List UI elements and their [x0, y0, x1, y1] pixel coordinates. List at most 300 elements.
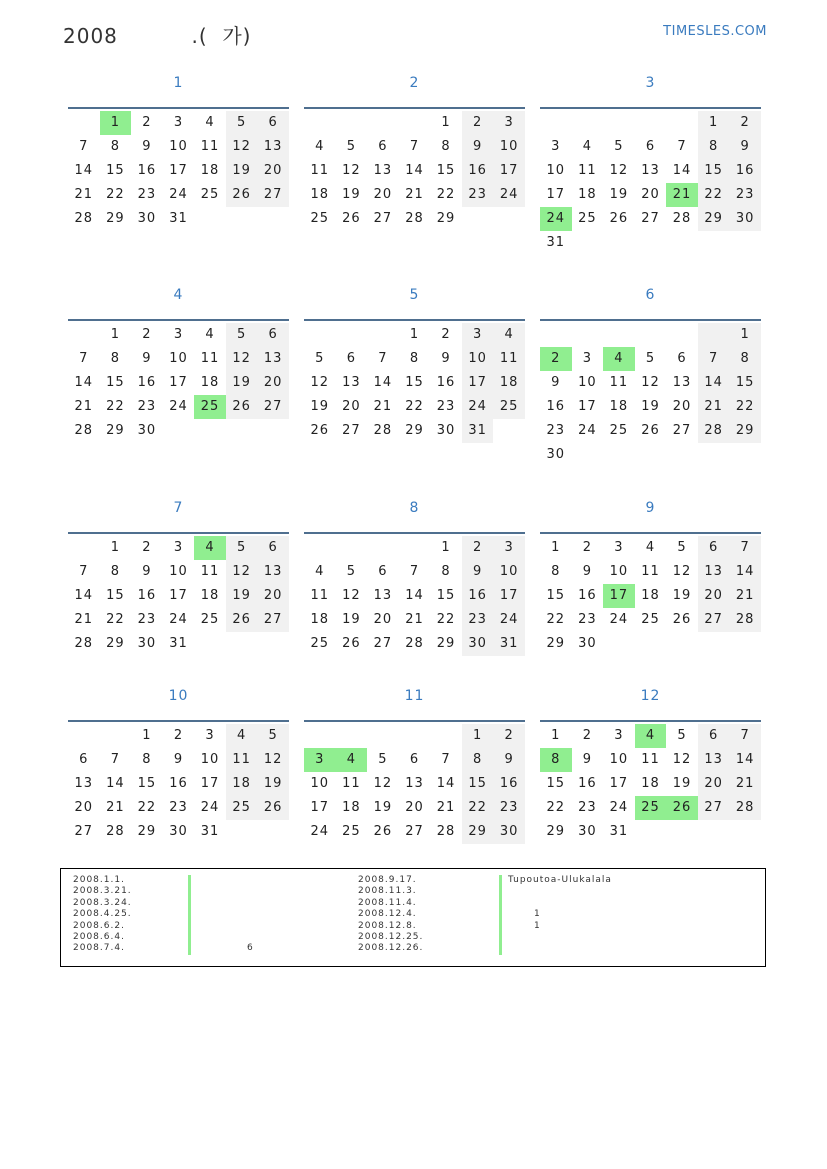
day-cell: 23	[546, 423, 566, 438]
day-cell: 1	[441, 115, 451, 130]
day-cell: 31	[462, 419, 494, 443]
day-cell: 2	[173, 728, 184, 743]
day-cell: 7	[409, 564, 420, 579]
day-cell: 11	[641, 564, 660, 579]
site-link[interactable]: TIMESLES.COM	[663, 24, 767, 39]
holiday-list-right	[358, 875, 612, 955]
holiday-row	[73, 943, 254, 954]
day-cell: 29	[729, 419, 761, 443]
day-cell: 6	[378, 564, 388, 579]
day-cell: 17	[609, 776, 629, 791]
day-cell: 29	[698, 207, 730, 231]
day-cell: 4	[315, 139, 325, 154]
day-cell: 17	[200, 776, 220, 791]
day-cell: 5	[378, 752, 388, 767]
day-cell: 19	[310, 399, 330, 414]
day-cell: 6	[257, 536, 289, 560]
day-cell: 16	[546, 399, 566, 414]
day-cell: 24	[609, 612, 629, 627]
day-cell: 8	[441, 564, 451, 579]
day-cell: 27	[342, 423, 361, 438]
empty-day-cell	[399, 536, 431, 560]
holiday-row	[73, 909, 132, 920]
month-days	[304, 724, 525, 844]
month-calendar	[68, 686, 289, 844]
day-cell: 20	[698, 584, 730, 608]
day-cell: 11	[310, 163, 330, 178]
day-cell: 11	[342, 776, 361, 791]
day-cell: 15	[729, 371, 761, 395]
month-title: 8	[409, 500, 420, 516]
day-cell: 21	[74, 399, 94, 414]
day-cell: 18	[578, 187, 597, 202]
day-cell: 25	[609, 423, 629, 438]
holiday-day-cell: 1	[100, 111, 132, 135]
day-cell: 7	[79, 351, 89, 366]
day-cell: 16	[462, 159, 494, 183]
day-cell: 19	[342, 612, 361, 627]
day-cell: 28	[373, 423, 393, 438]
day-cell: 17	[169, 588, 188, 603]
empty-day-cell	[336, 323, 368, 347]
day-cell: 27	[373, 211, 393, 226]
month-divider	[304, 107, 525, 109]
day-cell: 18	[226, 772, 258, 796]
day-cell: 24	[169, 612, 188, 627]
day-cell: 8	[729, 347, 761, 371]
day-cell: 28	[74, 636, 94, 651]
day-cell: 10	[169, 351, 188, 366]
day-cell: 16	[578, 776, 597, 791]
day-cell: 1	[551, 728, 561, 743]
day-cell: 23	[462, 183, 494, 207]
day-cell: 11	[578, 163, 597, 178]
holiday-marker	[499, 921, 502, 932]
day-cell: 27	[698, 608, 730, 632]
month-days	[540, 323, 761, 467]
day-cell: 13	[373, 588, 393, 603]
day-cell: 9	[582, 752, 592, 767]
holiday-note: 6	[247, 943, 254, 954]
day-cell: 13	[641, 163, 660, 178]
day-cell: 10	[493, 135, 525, 159]
empty-day-cell	[430, 724, 462, 748]
day-cell: 14	[436, 776, 456, 791]
day-cell: 14	[698, 371, 730, 395]
day-cell: 2	[441, 327, 451, 342]
empty-day-cell	[603, 323, 635, 347]
day-cell: 6	[378, 139, 388, 154]
day-cell: 10	[493, 560, 525, 584]
day-cell: 25	[578, 211, 597, 226]
day-cell: 6	[346, 351, 356, 366]
empty-day-cell	[540, 111, 572, 135]
holiday-row	[73, 886, 132, 897]
day-cell: 11	[609, 375, 629, 390]
day-cell: 27	[373, 636, 393, 651]
day-cell: 30	[462, 632, 494, 656]
day-cell: 7	[409, 139, 420, 154]
day-cell: 18	[493, 371, 525, 395]
day-cell: 20	[257, 584, 289, 608]
day-cell: 23	[137, 612, 157, 627]
day-cell: 10	[546, 163, 566, 178]
empty-day-cell	[68, 536, 100, 560]
day-cell: 28	[672, 211, 692, 226]
day-cell: 16	[493, 772, 525, 796]
day-cell: 9	[142, 351, 152, 366]
day-cell: 26	[342, 211, 361, 226]
day-cell: 21	[729, 772, 761, 796]
holiday-marker	[499, 909, 502, 920]
day-cell: 14	[729, 748, 761, 772]
month-calendar	[540, 498, 761, 656]
holiday-day-cell: 24	[540, 207, 572, 231]
holiday-marker	[499, 886, 502, 897]
day-cell: 20	[257, 159, 289, 183]
day-cell: 3	[582, 351, 592, 366]
day-cell: 6	[409, 752, 420, 767]
month-title: 5	[409, 287, 420, 303]
empty-day-cell	[399, 724, 431, 748]
day-cell: 11	[200, 139, 220, 154]
day-cell: 21	[74, 187, 94, 202]
day-cell: 15	[436, 588, 456, 603]
day-cell: 8	[142, 752, 152, 767]
day-cell: 24	[578, 423, 597, 438]
day-cell: 1	[698, 111, 730, 135]
month-divider	[540, 532, 761, 534]
empty-day-cell	[367, 536, 399, 560]
holiday-date: 2008.1.1.	[73, 875, 125, 885]
day-cell: 4	[582, 139, 592, 154]
day-cell: 13	[257, 135, 289, 159]
day-cell: 25	[200, 187, 220, 202]
month-days	[540, 536, 761, 656]
holiday-row	[358, 886, 423, 897]
day-cell: 2	[462, 536, 494, 560]
day-cell: 12	[641, 375, 660, 390]
day-cell: 17	[310, 800, 330, 815]
day-cell: 5	[677, 728, 687, 743]
day-cell: 28	[405, 211, 424, 226]
holiday-date: 2008.12.8.	[358, 920, 417, 931]
day-cell: 29	[106, 636, 125, 651]
day-cell: 14	[74, 375, 94, 390]
day-cell: 6	[677, 351, 687, 366]
day-cell: 4	[493, 323, 525, 347]
holiday-day-cell: 4	[635, 724, 667, 748]
day-cell: 5	[226, 111, 258, 135]
day-cell: 5	[346, 564, 356, 579]
day-cell: 5	[614, 139, 624, 154]
day-cell: 19	[672, 588, 692, 603]
holiday-day-cell: 4	[336, 748, 368, 772]
day-cell: 20	[74, 800, 94, 815]
day-cell: 16	[169, 776, 188, 791]
day-cell: 4	[205, 115, 215, 130]
month-calendar	[304, 73, 525, 231]
holiday-row	[358, 898, 423, 909]
day-cell: 12	[672, 752, 692, 767]
day-cell: 13	[342, 375, 361, 390]
holiday-day-cell: 21	[666, 183, 698, 207]
holiday-marker	[499, 875, 502, 886]
holiday-date: 2008.3.21.	[73, 886, 132, 897]
holiday-marker	[188, 932, 191, 943]
day-cell: 25	[310, 636, 330, 651]
day-cell: 19	[641, 399, 660, 414]
day-cell: 19	[342, 187, 361, 202]
day-cell: 7	[378, 351, 388, 366]
day-cell: 31	[609, 824, 629, 839]
day-cell: 22	[436, 612, 456, 627]
day-cell: 29	[546, 636, 566, 651]
day-cell: 10	[169, 139, 188, 154]
day-cell: 7	[79, 139, 89, 154]
holiday-row	[358, 943, 423, 954]
day-cell: 19	[257, 772, 289, 796]
day-cell: 10	[609, 564, 629, 579]
day-cell: 1	[441, 540, 451, 555]
day-cell: 29	[106, 211, 125, 226]
holiday-date: 2008.7.4.	[73, 943, 125, 954]
empty-day-cell	[304, 111, 336, 135]
holiday-row	[358, 909, 541, 920]
month-days	[304, 323, 525, 443]
day-cell: 28	[698, 419, 730, 443]
day-cell: 14	[672, 163, 692, 178]
day-cell: 21	[373, 399, 393, 414]
holiday-row	[358, 920, 541, 932]
day-cell: 2	[462, 111, 494, 135]
holiday-marker	[188, 886, 191, 897]
day-cell: 15	[546, 776, 566, 791]
day-cell: 15	[405, 375, 424, 390]
empty-day-cell	[336, 724, 368, 748]
day-cell: 16	[137, 588, 157, 603]
day-cell: 28	[729, 608, 761, 632]
day-cell: 26	[641, 423, 660, 438]
day-cell: 7	[698, 347, 730, 371]
empty-day-cell	[635, 323, 667, 347]
day-cell: 8	[110, 139, 120, 154]
holiday-date: 2008.3.24.	[73, 897, 132, 908]
holiday-row	[358, 875, 612, 886]
empty-day-cell	[572, 323, 604, 347]
day-cell: 27	[405, 824, 424, 839]
day-cell: 13	[698, 748, 730, 772]
day-cell: 22	[106, 612, 125, 627]
day-cell: 27	[257, 608, 289, 632]
day-cell: 5	[346, 139, 356, 154]
day-cell: 25	[342, 824, 361, 839]
day-cell: 9	[462, 560, 494, 584]
day-cell: 12	[342, 163, 361, 178]
month-calendar	[304, 686, 525, 844]
day-cell: 27	[257, 395, 289, 419]
holiday-day-cell: 3	[304, 748, 336, 772]
month-divider	[68, 319, 289, 321]
day-cell: 2	[582, 540, 592, 555]
day-cell: 18	[641, 776, 660, 791]
holiday-note: 1	[534, 920, 541, 931]
day-cell: 11	[226, 748, 258, 772]
holiday-marker	[188, 943, 191, 954]
holiday-date: 2008.6.2.	[73, 920, 125, 931]
day-cell: 26	[257, 796, 289, 820]
holiday-note: Tupoutoa-Ulukalala	[508, 875, 612, 885]
holiday-row	[73, 898, 132, 909]
holiday-date: 2008.12.25.	[358, 931, 424, 942]
empty-day-cell	[698, 323, 730, 347]
month-calendar	[540, 73, 761, 255]
day-cell: 16	[436, 375, 456, 390]
day-cell: 15	[436, 163, 456, 178]
day-cell: 12	[226, 347, 258, 371]
holiday-date: 2008.11.3.	[358, 886, 417, 897]
day-cell: 14	[106, 776, 125, 791]
day-cell: 3	[551, 139, 561, 154]
day-cell: 19	[609, 187, 629, 202]
month-days	[68, 323, 289, 443]
day-cell: 12	[672, 564, 692, 579]
day-cell: 21	[698, 395, 730, 419]
day-cell: 29	[462, 820, 494, 844]
day-cell: 26	[310, 423, 330, 438]
day-cell: 22	[405, 399, 424, 414]
day-cell: 26	[609, 211, 629, 226]
day-cell: 3	[614, 540, 624, 555]
day-cell: 10	[200, 752, 220, 767]
day-cell: 23	[578, 612, 597, 627]
holiday-date: 2008.9.17.	[358, 875, 417, 885]
day-cell: 8	[441, 139, 451, 154]
holiday-marker	[188, 875, 191, 886]
day-cell: 23	[137, 187, 157, 202]
day-cell: 17	[169, 375, 188, 390]
day-cell: 18	[200, 163, 220, 178]
day-cell: 26	[672, 612, 692, 627]
day-cell: 3	[173, 115, 184, 130]
day-cell: 28	[106, 824, 125, 839]
holiday-day-cell: 26	[666, 796, 698, 820]
empty-day-cell	[399, 111, 431, 135]
day-cell: 2	[142, 115, 152, 130]
day-cell: 22	[137, 800, 157, 815]
day-cell: 21	[729, 584, 761, 608]
day-cell: 23	[493, 796, 525, 820]
month-days	[540, 111, 761, 255]
day-cell: 30	[169, 824, 188, 839]
day-cell: 16	[729, 159, 761, 183]
day-cell: 17	[169, 163, 188, 178]
day-cell: 30	[578, 824, 597, 839]
day-cell: 23	[462, 608, 494, 632]
day-cell: 6	[645, 139, 656, 154]
day-cell: 14	[74, 163, 94, 178]
empty-day-cell	[304, 724, 336, 748]
month-days	[68, 536, 289, 656]
day-cell: 13	[373, 163, 393, 178]
day-cell: 8	[110, 351, 120, 366]
month-divider	[540, 720, 761, 722]
day-cell: 8	[698, 135, 730, 159]
day-cell: 16	[137, 163, 157, 178]
month-title: 3	[645, 75, 656, 91]
day-cell: 29	[436, 211, 456, 226]
day-cell: 11	[493, 347, 525, 371]
day-cell: 15	[546, 588, 566, 603]
day-cell: 11	[200, 351, 220, 366]
day-cell: 20	[698, 772, 730, 796]
day-cell: 13	[74, 776, 94, 791]
day-cell: 9	[582, 564, 592, 579]
day-cell: 9	[441, 351, 451, 366]
holiday-row	[73, 932, 132, 943]
day-cell: 27	[672, 423, 692, 438]
day-cell: 22	[546, 800, 566, 815]
empty-day-cell	[367, 724, 399, 748]
day-cell: 13	[257, 560, 289, 584]
empty-day-cell	[635, 111, 667, 135]
month-divider	[68, 720, 289, 722]
day-cell: 10	[609, 752, 629, 767]
empty-day-cell	[666, 323, 698, 347]
day-cell: 3	[493, 536, 525, 560]
day-cell: 1	[409, 327, 420, 342]
day-cell: 6	[698, 724, 730, 748]
day-cell: 20	[257, 371, 289, 395]
day-cell: 20	[373, 612, 393, 627]
month-divider	[304, 532, 525, 534]
day-cell: 23	[729, 183, 761, 207]
day-cell: 10	[169, 564, 188, 579]
empty-day-cell	[68, 724, 100, 748]
month-divider	[540, 107, 761, 109]
day-cell: 29	[436, 636, 456, 651]
day-cell: 17	[493, 584, 525, 608]
day-cell: 19	[226, 159, 258, 183]
day-cell: 24	[169, 187, 188, 202]
day-cell: 2	[493, 724, 525, 748]
holiday-day-cell: 8	[540, 748, 572, 772]
holiday-marker	[499, 898, 502, 909]
day-cell: 21	[106, 800, 125, 815]
day-cell: 22	[106, 399, 125, 414]
day-cell: 19	[226, 371, 258, 395]
holiday-list	[60, 868, 766, 967]
day-cell: 22	[546, 612, 566, 627]
holiday-day-cell: 2	[540, 347, 572, 371]
day-cell: 7	[441, 752, 451, 767]
holiday-date: 2008.6.4.	[73, 931, 125, 942]
holiday-note: 1	[534, 909, 541, 920]
day-cell: 24	[493, 608, 525, 632]
day-cell: 6	[79, 752, 89, 767]
day-cell: 31	[200, 824, 220, 839]
holiday-list-left	[73, 875, 254, 955]
holiday-marker	[499, 932, 502, 943]
day-cell: 15	[106, 163, 125, 178]
day-cell: 7	[79, 564, 89, 579]
day-cell: 14	[405, 588, 424, 603]
holiday-day-cell: 17	[603, 584, 635, 608]
day-cell: 16	[137, 375, 157, 390]
day-cell: 24	[462, 395, 494, 419]
day-cell: 15	[137, 776, 157, 791]
day-cell: 22	[698, 183, 730, 207]
